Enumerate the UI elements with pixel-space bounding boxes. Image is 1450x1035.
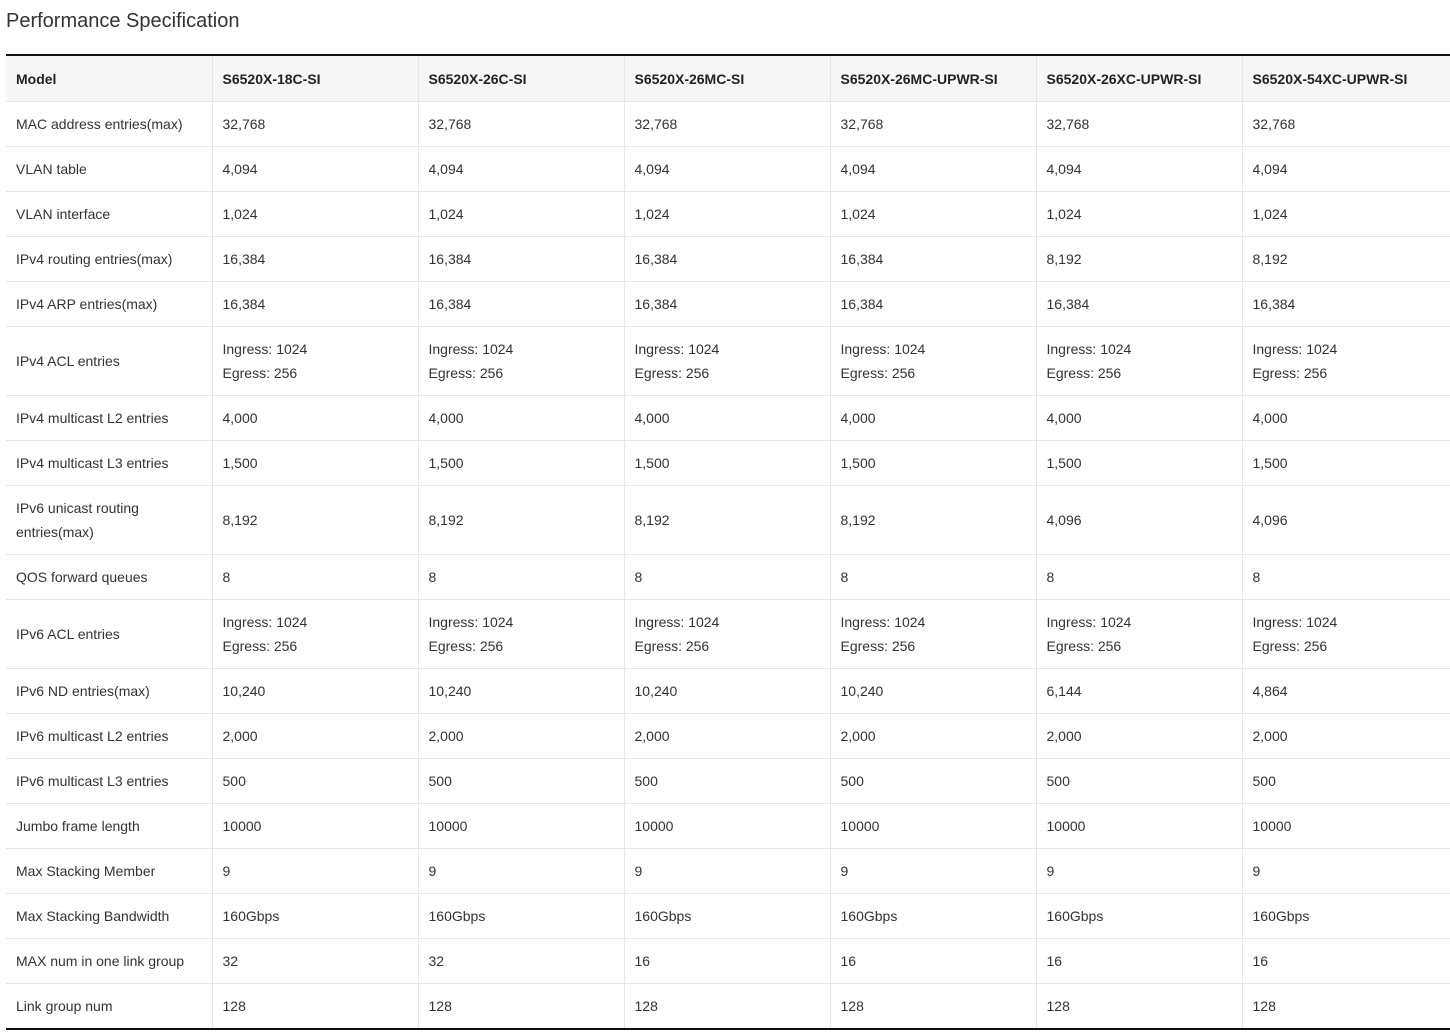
cell-line: Egress: 256 [840,638,916,654]
table-cell: 32 [212,939,418,984]
row-label: IPv4 routing entries(max) [6,237,212,282]
table-cell: 160Gbps [1036,894,1242,939]
table-cell: 500 [1242,759,1450,804]
table-cell: 1,500 [212,441,418,486]
table-cell: 128 [418,984,624,1030]
table-cell: 8 [1036,555,1242,600]
header-cell-model: Model [6,55,212,102]
table-cell: 500 [418,759,624,804]
table-cell: 32 [418,939,624,984]
table-cell: 2,000 [624,714,830,759]
row-label: IPv6 multicast L3 entries [6,759,212,804]
table-cell: 2,000 [418,714,624,759]
cell-line: Egress: 256 [1046,365,1122,381]
row-label: IPv4 ARP entries(max) [6,282,212,327]
table-cell: 16,384 [212,282,418,327]
table-cell [830,327,1036,396]
table-cell: 10000 [624,804,830,849]
table-cell: 1,024 [830,192,1036,237]
table-cell [1036,600,1242,669]
table-row [6,894,1450,939]
table-cell: 9 [1036,849,1242,894]
table-row [6,984,1450,1030]
cell-line: Ingress: 1024 [634,614,720,630]
table-cell: 32,768 [1242,102,1450,147]
row-label: IPv6 multicast L2 entries [6,714,212,759]
table-row [6,486,1450,555]
table-cell: 4,094 [212,147,418,192]
table-cell: 2,000 [1036,714,1242,759]
table-cell: 8,192 [624,486,830,555]
table-cell: 4,094 [830,147,1036,192]
table-cell: 4,000 [1036,396,1242,441]
table-cell: 4,094 [418,147,624,192]
table-cell: 500 [624,759,830,804]
cell-line: Ingress: 1024 [1252,341,1338,357]
table-cell [212,600,418,669]
cell-line: Ingress: 1024 [634,341,720,357]
cell-line: Egress: 256 [1046,638,1122,654]
table-cell: 32,768 [830,102,1036,147]
cell-line: Ingress: 1024 [840,341,926,357]
header-cell-model-name: S6520X-18C-SI [212,55,418,102]
cell-line: Egress: 256 [1252,638,1328,654]
header-cell-model-name: S6520X-26C-SI [418,55,624,102]
row-label: IPv6 ACL entries [6,600,212,669]
page-title: Performance Specification [6,10,240,32]
cell-line: Ingress: 1024 [428,614,514,630]
table-cell: 4,094 [1242,147,1450,192]
row-label: MAC address entries(max) [6,102,212,147]
table-cell: 1,500 [1242,441,1450,486]
cell-line: Egress: 256 [428,638,504,654]
cell-line: Egress: 256 [634,365,710,381]
cell-line: Egress: 256 [222,638,298,654]
table-cell: 4,096 [1036,486,1242,555]
table-cell: 8 [1242,555,1450,600]
table-row [6,759,1450,804]
table-cell: 160Gbps [624,894,830,939]
table-cell: 16 [1036,939,1242,984]
row-label: IPv6 ND entries(max) [6,669,212,714]
table-cell: 32,768 [418,102,624,147]
table-cell: 16,384 [418,237,624,282]
table-cell: 16,384 [1036,282,1242,327]
cell-line: Ingress: 1024 [222,614,308,630]
row-label: Max Stacking Member [6,849,212,894]
table-cell: 2,000 [830,714,1036,759]
table-cell: 8 [624,555,830,600]
table-cell: 1,024 [1242,192,1450,237]
table-cell: 8,192 [1036,237,1242,282]
table-cell: 16,384 [624,237,830,282]
table-cell: 16,384 [830,237,1036,282]
table-cell: 128 [624,984,830,1030]
table-row [6,804,1450,849]
table-cell: 16,384 [418,282,624,327]
table-cell: 10000 [1242,804,1450,849]
table-cell: 4,094 [1036,147,1242,192]
table-cell: 16,384 [624,282,830,327]
table-cell: 9 [624,849,830,894]
table-cell: 9 [1242,849,1450,894]
table-row [6,669,1450,714]
row-label: IPv4 multicast L3 entries [6,441,212,486]
cell-line: Egress: 256 [634,638,710,654]
table-cell: 4,094 [624,147,830,192]
spec-table [6,54,1450,1030]
table-cell [1242,600,1450,669]
table-row [6,939,1450,984]
table-cell: 1,024 [418,192,624,237]
table-cell: 4,000 [418,396,624,441]
table-cell: 1,024 [1036,192,1242,237]
table-cell: 32,768 [212,102,418,147]
table-cell [1036,327,1242,396]
cell-line: Ingress: 1024 [840,614,926,630]
table-cell: 1,500 [418,441,624,486]
cell-line: Ingress: 1024 [1046,341,1132,357]
table-cell [418,600,624,669]
header-cell-model-name: S6520X-26MC-SI [624,55,830,102]
row-label: Jumbo frame length [6,804,212,849]
table-cell: 160Gbps [418,894,624,939]
table-cell: 1,500 [1036,441,1242,486]
table-cell [624,600,830,669]
table-cell: 1,500 [830,441,1036,486]
table-cell: 4,000 [830,396,1036,441]
table-body [6,102,1450,1030]
table-cell: 2,000 [212,714,418,759]
header-cell-model-name: S6520X-54XC-UPWR-SI [1242,55,1450,102]
table-cell: 10000 [830,804,1036,849]
table-cell: 16,384 [212,237,418,282]
cell-line: Egress: 256 [840,365,916,381]
cell-line: Ingress: 1024 [1046,614,1132,630]
table-cell: 500 [1036,759,1242,804]
table-row [6,237,1450,282]
table-cell: 2,000 [1242,714,1450,759]
table-cell: 10,240 [418,669,624,714]
table-cell: 160Gbps [830,894,1036,939]
row-label: QOS forward queues [6,555,212,600]
table-cell [212,327,418,396]
table-cell: 9 [830,849,1036,894]
row-label: IPv4 multicast L2 entries [6,396,212,441]
row-label: VLAN table [6,147,212,192]
table-cell: 1,024 [624,192,830,237]
table-row [6,147,1450,192]
table-cell: 9 [212,849,418,894]
row-label: Max Stacking Bandwidth [6,894,212,939]
table-row [6,714,1450,759]
table-cell: 9 [418,849,624,894]
table-cell: 4,864 [1242,669,1450,714]
table-cell: 32,768 [1036,102,1242,147]
table-cell: 128 [1252,998,1276,1014]
table-cell: 8,192 [418,486,624,555]
table-cell: 4,096 [1242,486,1450,555]
cell-line: Ingress: 1024 [1252,614,1338,630]
cell-line: Egress: 256 [1252,365,1328,381]
table-cell: 32,768 [624,102,830,147]
table-cell: 4,000 [1242,396,1450,441]
table-cell: 10,240 [212,669,418,714]
cell-line: Egress: 256 [222,365,298,381]
table-cell [418,327,624,396]
table-cell: 128 [830,984,1036,1030]
table-cell: 8,192 [830,486,1036,555]
header-cell-model-name: S6520X-26MC-UPWR-SI [830,55,1036,102]
table-row [6,555,1450,600]
table-cell: 16 [624,939,830,984]
table-row [6,282,1450,327]
table-cell: 16,384 [830,282,1036,327]
table-cell: 6,144 [1036,669,1242,714]
table-cell: 128 [1036,984,1242,1030]
cell-line: Egress: 256 [428,365,504,381]
table-row [6,600,1450,669]
table-cell: 10,240 [830,669,1036,714]
row-label: IPv4 ACL entries [6,327,212,396]
table-row [6,441,1450,486]
table-cell: 8 [212,555,418,600]
table-cell: 160Gbps [212,894,418,939]
table-row [6,327,1450,396]
table-cell: 16 [1242,939,1450,984]
header-cell-model-name: S6520X-26XC-UPWR-SI [1036,55,1242,102]
table-row [6,849,1450,894]
table-cell: 160Gbps [1242,894,1450,939]
table-cell: 8,192 [212,486,418,555]
table-cell: 8,192 [1242,237,1450,282]
row-label: VLAN interface [6,192,212,237]
table-cell [624,327,830,396]
table-row [6,102,1450,147]
table-cell: 500 [212,759,418,804]
row-label: MAX num in one link group [6,939,212,984]
table-cell: 8 [830,555,1036,600]
table-cell: 500 [830,759,1036,804]
table-row [6,192,1450,237]
table-cell: 10000 [418,804,624,849]
cell-line: Ingress: 1024 [222,341,308,357]
table-cell [1242,327,1450,396]
table-cell: 1,024 [212,192,418,237]
header-row [6,55,1450,102]
table-row [6,396,1450,441]
table-cell: 16,384 [1242,282,1450,327]
row-label: Link group num [6,984,212,1030]
table-cell: 16 [830,939,1036,984]
table-cell: 128 [212,984,418,1030]
table-cell: 10000 [212,804,418,849]
table-cell: 4,000 [212,396,418,441]
table-cell: 1,500 [624,441,830,486]
table-cell [830,600,1036,669]
table-cell: 8 [418,555,624,600]
cell-line: Ingress: 1024 [428,341,514,357]
table-cell: 10000 [1036,804,1242,849]
table-cell: 4,000 [624,396,830,441]
table-cell: 10,240 [624,669,830,714]
row-label: IPv6 unicast routing entries(max) [6,486,212,555]
